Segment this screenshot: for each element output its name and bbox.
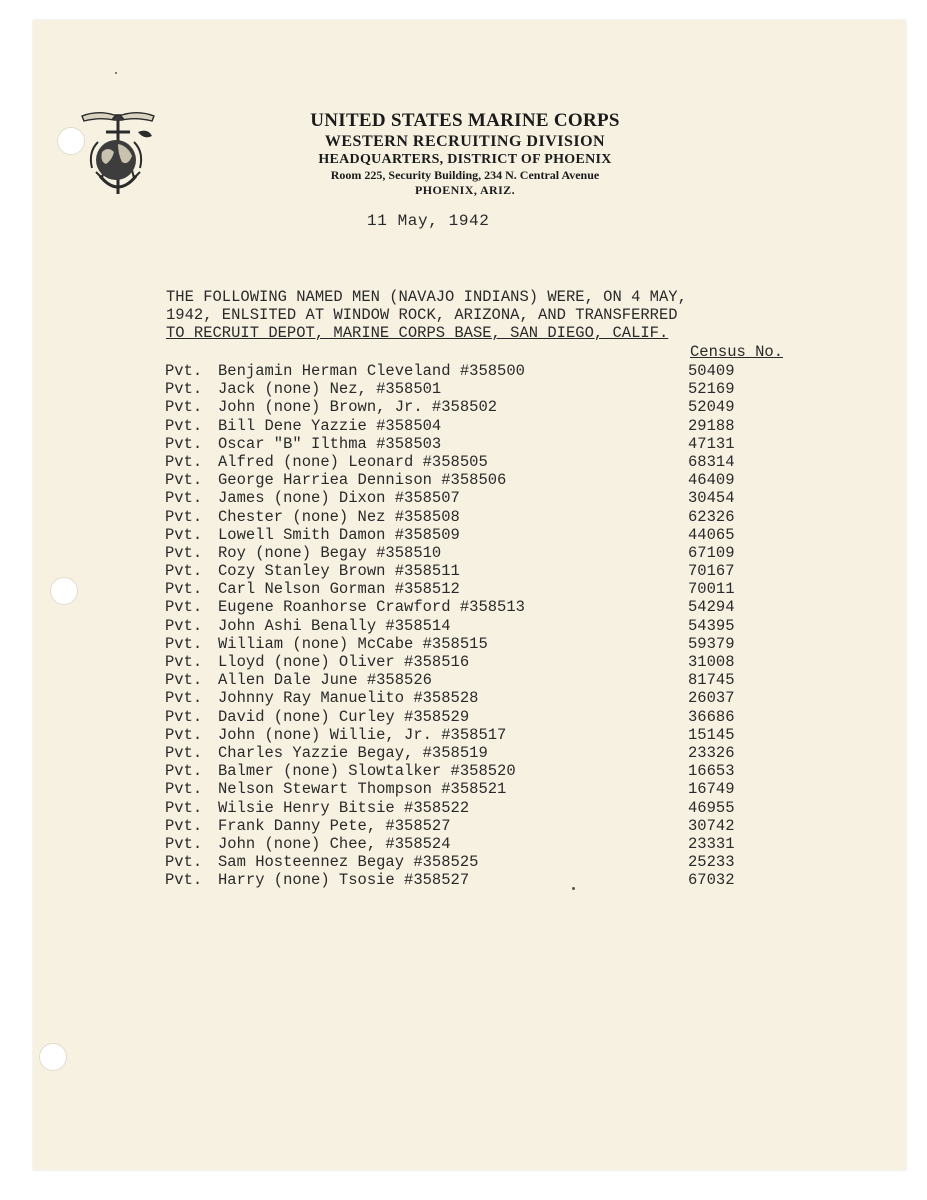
roster-rank: Pvt. [165,816,203,835]
roster-row [165,817,765,835]
roster-name: Lloyd (none) Oliver #358516 [218,653,470,671]
roster-rank: Pvt. [165,452,203,471]
roster-rank: Pvt. [165,471,203,490]
roster-census: 54294 [688,598,735,617]
intro-paragraph [166,288,687,342]
roster-name: Johnny Ray Manuelito #358528 [218,689,479,708]
roster-rank: Pvt. [165,798,203,817]
roster-census: 44065 [688,525,735,544]
roster-row [165,435,765,453]
roster-row [165,362,765,380]
punch-hole-bottom [39,1043,67,1071]
roster-rank: Pvt. [165,671,203,690]
roster-row [165,744,765,762]
roster-name: Benjamin Herman Cleveland #358500 [218,362,525,380]
roster-row [165,708,765,726]
roster-name: Cozy Stanley Brown #358511 [218,562,460,581]
document-date: 11 May, 1942 [367,212,490,230]
roster-census: 23326 [688,743,735,762]
letterhead [270,110,660,198]
roster-row [165,471,765,489]
roster-census: 26037 [688,689,735,708]
roster-row [165,671,765,689]
letterhead-headquarters: HEADQUARTERS, DISTRICT OF PHOENIX [318,152,612,167]
roster-rank: Pvt. [165,562,203,581]
ink-speck [572,887,575,890]
roster-row [165,508,765,526]
roster-census: 59379 [688,634,735,653]
roster-row [165,835,765,853]
roster-name: Nelson Stewart Thompson #358521 [218,780,507,799]
roster-census: 54395 [688,616,735,635]
punch-hole-middle [50,577,78,605]
roster-rank: Pvt. [165,780,203,799]
roster-row [165,489,765,507]
roster-rank: Pvt. [165,853,203,872]
roster-row [165,799,765,817]
roster-name: Frank Danny Pete, #358527 [218,816,451,835]
letterhead-division: WESTERN RECRUITING DIVISION [324,133,606,150]
roster-name: George Harriea Dennison #358506 [218,471,507,490]
roster-rank: Pvt. [165,634,203,653]
roster-census: 30454 [688,489,735,508]
roster-census: 47131 [688,434,735,453]
roster-census: 81745 [688,671,735,690]
roster-row [165,562,765,580]
roster-rank: Pvt. [165,489,203,508]
roster-name: James (none) Dixon #358507 [218,489,460,508]
roster-rank: Pvt. [165,871,203,890]
roster-rank: Pvt. [165,707,203,726]
roster-row [165,453,765,471]
roster-row [165,635,765,653]
roster-row [165,853,765,871]
ink-speck [115,72,117,74]
roster-row [165,689,765,707]
roster-census: 16749 [688,780,735,799]
roster-census: 70167 [688,562,735,581]
roster-name: Harry (none) Tsosie #358527 [218,871,470,890]
roster-rank: Pvt. [165,598,203,617]
roster-rank: Pvt. [165,543,203,562]
roster-row [165,617,765,635]
roster-name: Balmer (none) Slowtalker #358520 [218,762,516,781]
roster-rank: Pvt. [165,362,203,380]
roster-name: Roy (none) Begay #358510 [218,543,442,562]
roster-rank: Pvt. [165,762,203,781]
intro-line-2: 1942, ENLSITED AT WINDOW ROCK, ARIZONA, AND TRANSFERRED [166,306,678,324]
roster-census: 67109 [688,543,735,562]
roster-name: Lowell Smith Damon #358509 [218,525,460,544]
roster-census: 62326 [688,507,735,526]
roster-rank: Pvt. [165,398,203,417]
roster-name: Wilsie Henry Bitsie #358522 [218,798,470,817]
roster-census: 70011 [688,580,735,599]
roster-rank: Pvt. [165,416,203,435]
roster-census: 25233 [688,853,735,872]
roster-rank: Pvt. [165,689,203,708]
roster-row [165,380,765,398]
roster-name: Oscar "B" Ilthma #358503 [218,434,442,453]
roster-name: Charles Yazzie Begay, #358519 [218,743,488,762]
roster-census: 67032 [688,871,735,890]
roster-census: 15145 [688,725,735,744]
roster-rank: Pvt. [165,653,203,671]
roster-rank: Pvt. [165,616,203,635]
roster-name: Chester (none) Nez #358508 [218,507,460,526]
roster-name: Allen Dale June #358526 [218,671,432,690]
roster-row [165,726,765,744]
roster-rank: Pvt. [165,507,203,526]
roster-name: John Ashi Benally #358514 [218,616,451,635]
roster-census: 52169 [688,380,735,399]
roster-name: David (none) Curley #358529 [218,707,470,726]
roster-name: Carl Nelson Gorman #358512 [218,580,460,599]
roster-row [165,398,765,416]
roster-rank: Pvt. [165,725,203,744]
roster-rank: Pvt. [165,580,203,599]
roster-census: 52049 [688,398,735,417]
roster-rank: Pvt. [165,834,203,853]
roster-census: 68314 [688,452,735,471]
roster-census: 29188 [688,416,735,435]
roster-row [165,871,765,889]
roster-name: John (none) Willie, Jr. #358517 [218,725,507,744]
roster-name: John (none) Brown, Jr. #358502 [218,398,498,417]
roster-rank: Pvt. [165,743,203,762]
roster-row [165,417,765,435]
roster-census: 16653 [688,762,735,781]
intro-line-3: TO RECRUIT DEPOT, MARINE CORPS BASE, SAN DIEGO, CALIF. [166,324,669,342]
roster-name: John (none) Chee, #358524 [218,834,451,853]
letterhead-city: PHOENIX, ARIZ. [415,183,515,197]
roster-census: 46955 [688,798,735,817]
roster-name: Sam Hosteennez Begay #358525 [218,853,479,872]
roster-row [165,762,765,780]
roster-rank: Pvt. [165,434,203,453]
roster-list [165,362,765,889]
roster-census: 36686 [688,707,735,726]
roster-rank: Pvt. [165,380,203,399]
roster-name: Bill Dene Yazzie #358504 [218,416,442,435]
roster-name: William (none) McCabe #358515 [218,634,488,653]
roster-census: 30742 [688,816,735,835]
intro-line-1: THE FOLLOWING NAMED MEN (NAVAJO INDIANS) WERE, ON 4 MAY, [166,288,687,306]
letterhead-title: UNITED STATES MARINE CORPS [310,110,620,131]
roster-name: Jack (none) Nez, #358501 [218,380,442,399]
roster-row [165,526,765,544]
roster-row [165,780,765,798]
roster-row [165,598,765,616]
roster-census: 31008 [688,653,735,671]
letterhead-address: Room 225, Security Building, 234 N. Central Avenue [330,168,600,182]
roster-name: Eugene Roanhorse Crawford #358513 [218,598,525,617]
roster-census: 50409 [688,362,735,380]
roster-row [165,544,765,562]
census-column-header: Census No. [690,343,784,361]
roster-row [165,580,765,598]
roster-row [165,653,765,671]
roster-census: 23331 [688,834,735,853]
eagle-globe-anchor-icon [78,106,158,198]
roster-name: Alfred (none) Leonard #358505 [218,452,488,471]
roster-census: 46409 [688,471,735,490]
roster-rank: Pvt. [165,525,203,544]
